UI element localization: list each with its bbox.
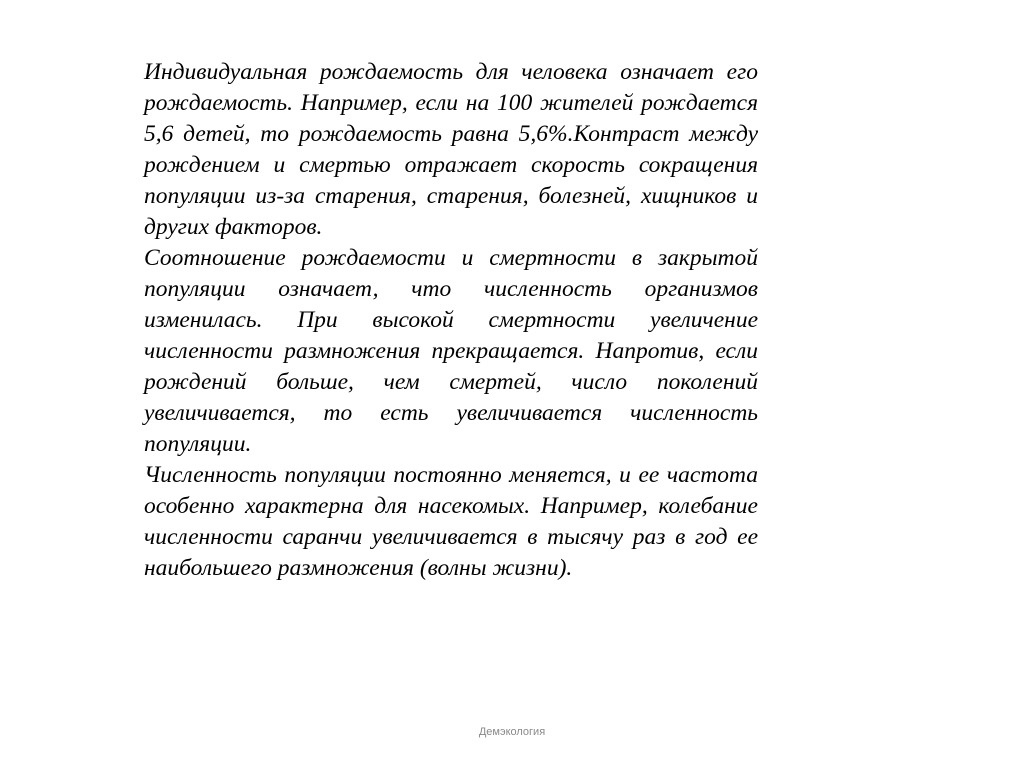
paragraph-birth-death-ratio: Соотношение рождаемости и смертности в закрытой популяции означает, что численность организмов изменилась. При высокой смертности увеличение численности размножения прекращается. Напротив, если рождений больше, чем смертей, число поколений увеличивается, то есть увеличивается численность популяции. bbox=[144, 245, 758, 457]
paragraph-birth-rate: Индивидуальная рождаемость для человека означает его рождаемость. Например, если на 100 жителей рождается 5,6 детей, то рождаемость равна 5,6%.Контраст между рождением и смертью отражает скорость сокращения популяции из-за старения, старения, болезней, хищников и других факторов. bbox=[144, 59, 758, 240]
paragraph-population-fluctuation: Численность популяции постоянно меняется, и ее частота особенно характерна для насекомых. Например, колебание численности саранчи увеличивается в тысячу раз в год ее наибольшего размножения (волны жизни). bbox=[144, 462, 758, 581]
slide-footer: Демэкология bbox=[478, 726, 546, 738]
slide-body-text bbox=[144, 57, 758, 584]
